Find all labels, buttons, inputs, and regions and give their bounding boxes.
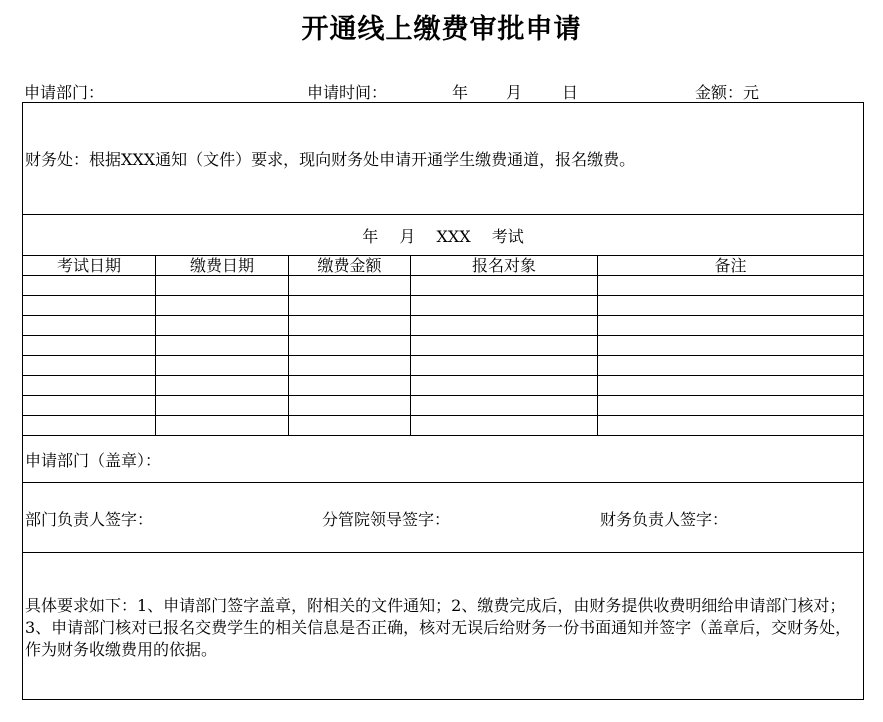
table-cell[interactable] [23, 296, 156, 316]
table-cell[interactable] [289, 316, 411, 336]
table-cell[interactable] [289, 336, 411, 356]
table-cell[interactable] [289, 356, 411, 376]
table-cell[interactable] [411, 276, 598, 296]
header-row [0, 83, 883, 103]
col-header-payment-date: 缴费日期 [156, 256, 289, 276]
table-row [23, 316, 864, 336]
table-cell[interactable] [598, 416, 864, 436]
table-cell[interactable] [598, 276, 864, 296]
amount-label: 金额：元 [695, 83, 760, 102]
notice-row [23, 103, 864, 215]
requirements-cell [23, 553, 864, 700]
table-cell[interactable] [411, 336, 598, 356]
exam-name: XXX [436, 226, 471, 246]
col-header-payment-amount: 缴费金额 [289, 256, 411, 276]
table-cell[interactable] [156, 416, 289, 436]
col-header-exam-date: 考试日期 [23, 256, 156, 276]
table-row [23, 416, 864, 436]
table-cell[interactable] [598, 316, 864, 336]
table-cell[interactable] [289, 396, 411, 416]
table-cell[interactable] [289, 296, 411, 316]
table-cell[interactable] [156, 356, 289, 376]
table-row [23, 296, 864, 316]
exam-year-label: 年 [362, 226, 379, 246]
apply-month-label: 月 [506, 83, 523, 102]
page-title: 开通线上缴费审批申请 [301, 14, 582, 45]
exam-month-label: 月 [399, 226, 416, 246]
table-cell[interactable] [23, 396, 156, 416]
apply-time-label: 申请时间： [307, 83, 388, 102]
exam-title-cell [23, 215, 864, 256]
table-cell[interactable] [598, 396, 864, 416]
seal-cell: 申请部门（盖章）： [23, 436, 864, 483]
table-cell[interactable] [23, 416, 156, 436]
table-row [23, 356, 864, 376]
table-cell[interactable] [411, 296, 598, 316]
signature-row [23, 483, 864, 553]
seal-row [23, 436, 864, 483]
table-cell[interactable] [598, 336, 864, 356]
table-cell[interactable] [411, 396, 598, 416]
notice-cell [23, 103, 864, 215]
table-cell[interactable] [156, 396, 289, 416]
col-header-remarks: 备注 [598, 256, 864, 276]
table-cell[interactable] [23, 276, 156, 296]
column-header-row [23, 256, 864, 276]
table-cell[interactable] [23, 316, 156, 336]
table-cell[interactable] [156, 316, 289, 336]
requirements-row [23, 553, 864, 700]
table-cell[interactable] [156, 376, 289, 396]
table-cell[interactable] [289, 276, 411, 296]
signature-cell [23, 483, 864, 553]
applicant-dept-label: 申请部门： [24, 83, 105, 102]
table-cell[interactable] [598, 376, 864, 396]
table-row [23, 396, 864, 416]
finance-head-signature-label: 财务负责人签字： [600, 510, 729, 529]
exam-suffix: 考试 [491, 226, 524, 246]
table-cell[interactable] [411, 416, 598, 436]
table-cell[interactable] [411, 376, 598, 396]
table-cell[interactable] [598, 296, 864, 316]
table-cell[interactable] [23, 356, 156, 376]
dept-head-signature-label: 部门负责人签字： [25, 510, 154, 529]
leader-signature-label: 分管院领导签字： [322, 510, 451, 529]
table-cell[interactable] [411, 316, 598, 336]
approval-form-table [22, 102, 864, 700]
notice-text: 财务处：根据XXX通知（文件）要求，现向财务处申请开通学生缴费通道，报名缴费。 [25, 150, 636, 169]
table-cell[interactable] [289, 416, 411, 436]
table-cell[interactable] [289, 376, 411, 396]
table-row [23, 336, 864, 356]
exam-title-row [23, 215, 864, 256]
table-cell[interactable] [156, 296, 289, 316]
apply-year-label: 年 [452, 83, 469, 102]
table-cell[interactable] [23, 336, 156, 356]
table-cell[interactable] [411, 356, 598, 376]
requirements-text: 具体要求如下：1、申请部门签字盖章，附相关的文件通知；2、缴费完成后，由财务提供收费明细给申请部门核对；3、申请部门核对已报名交费学生的相关信息是否正确，核对无误后给财务一份书面通知并签字（盖章后，交财务处，作为财务收缴费用的依据。 [25, 596, 852, 659]
table-row [23, 376, 864, 396]
table-cell[interactable] [23, 376, 156, 396]
apply-day-label: 日 [562, 83, 579, 102]
table-row [23, 276, 864, 296]
col-header-applicants: 报名对象 [411, 256, 598, 276]
table-cell[interactable] [156, 336, 289, 356]
table-cell[interactable] [598, 356, 864, 376]
table-cell[interactable] [156, 276, 289, 296]
